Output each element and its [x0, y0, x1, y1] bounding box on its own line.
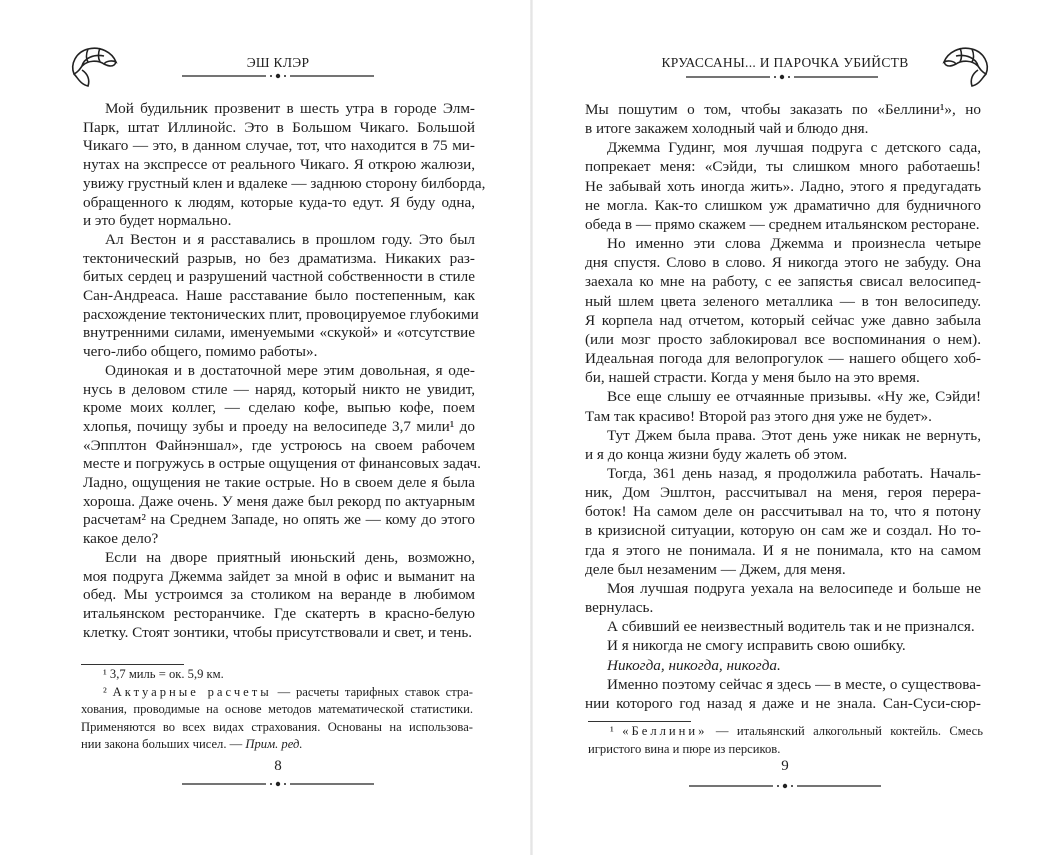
paragraph — [83, 361, 481, 549]
footnotes — [588, 723, 983, 758]
footnote-line — [81, 666, 473, 684]
text-line: и это будет нормально. — [83, 212, 232, 230]
footnote-text: — итальянский алкогольный коктейль. Смесь — [707, 724, 983, 738]
text-line: вернулась. — [585, 599, 654, 617]
text-line: Парк, штат Иллинойс. Это в Большом Чикаго. Большой — [83, 118, 475, 136]
text-line: нутах на экспрессе от реального Чикаго. Я открою жалюзи, — [83, 156, 475, 174]
text-line: Моя лучшая подруга уехала на велосипеде и больше не — [607, 579, 981, 597]
paragraph — [585, 234, 981, 387]
text-line: расчетам² на Среднем Западе, но опять же — кому до этого — [83, 511, 475, 529]
text-line: боток! На самом деле он рассчитывал на то, что я потону — [585, 503, 981, 521]
spaced-term: «Беллини» — [622, 724, 708, 738]
text-line: кроме моих коллег, — сделаю кофе, выпью кофе, поем — [83, 399, 475, 417]
text-line: Мы пошутим о том, чтобы заказать по «Беллини¹», но — [585, 101, 981, 118]
text-line: попрекает меня: «Сэйди, ты слишком много работаешь! — [585, 158, 981, 176]
text-line: Чикаго — это, в данном случае, тот, что находится в 75 ми- — [83, 137, 475, 155]
text-line: обед. Мы устроимся за столиком на веранде в любимом — [83, 586, 475, 604]
footnote-line — [588, 741, 983, 759]
text-line: месте и погружусь в острые ощущения от финансовых задач. — [83, 455, 481, 473]
text-line: итальянском ресторанчике. Где скатерть в красно-белую — [83, 604, 475, 622]
editor-note: Прим. ред. — [245, 737, 303, 751]
footnote — [588, 723, 983, 758]
footnote-text: ² — [103, 684, 113, 699]
text-line: Ал Вестон и я расставались в прошлом году. Это был — [105, 230, 475, 248]
text-line: хлопья, почищу зубы и проеду на велосипеде 3,7 мили¹ до — [83, 417, 475, 435]
text-line: Никогда, никогда, никогда. — [607, 656, 781, 674]
croissant-icon — [940, 44, 992, 88]
text-line: не могла. Как-то слишком уж драматично для будничного — [585, 196, 981, 214]
text-line: хороша. Даже очень. У меня даже был рекорд по актуарным — [83, 492, 475, 510]
footnote-text: ¹ — [610, 724, 623, 738]
page-number: 8 — [274, 758, 282, 774]
text-line: внутренними силами, именуемыми «скукой» и «отсутствие — [83, 324, 475, 342]
text-line: И я никогда не смогу исправить свою ошибку. — [607, 637, 906, 655]
footnote-line — [81, 701, 473, 719]
text-line: Не забывай хоть иногда жить». Ладно, этого я предугадать — [585, 177, 981, 195]
text-line: тектонический разрыв, но без драматизма. Никаких раз- — [83, 249, 475, 267]
text-line: Там так красиво! Второй раз этого дня уже не будет». — [585, 407, 932, 425]
footnote-line — [588, 723, 983, 741]
footnote-text: нии закона больших чисел. — — [81, 737, 246, 751]
footnote-line — [81, 684, 473, 702]
footnote-line — [81, 719, 473, 737]
running-header: ЭШ КЛЭР — [246, 55, 310, 70]
text-line: чего-либо общего, помимо работы». — [83, 343, 318, 361]
footnotes — [81, 666, 473, 754]
footnote-text: — расчеты тарифных ставок стра- — [271, 684, 473, 699]
text-line: заехала ко мне на работу, с ее запястья свисал велосипед- — [585, 273, 981, 291]
text-line: в итоге закажем холодный чай и блюдо дня. — [585, 120, 869, 138]
footnote-text: игристого вина и пюре из персиков. — [588, 741, 781, 756]
paragraph — [585, 138, 981, 234]
footer-ornament — [685, 783, 885, 789]
text-line: нусь в деловом стиле — наряд, который никто не увидит, — [83, 380, 475, 398]
footnote — [81, 684, 473, 754]
text-line: Ладно, ощущения не такие острые. Но в своем деле я была — [83, 474, 475, 492]
right-page — [532, 0, 1063, 855]
body-text — [585, 100, 981, 713]
footnote-rule — [588, 721, 691, 722]
text-line: Тут Джем была права. Этот день уже никак не вернуть, — [607, 426, 981, 444]
text-line: ный шлем цвета зеленого металлика — в тон велосипеду. — [585, 292, 981, 310]
page-number: 9 — [781, 758, 789, 774]
text-line: какое дело? — [83, 530, 159, 548]
text-line: Я корпела над отчетом, который сейчас уже давно забыла — [585, 311, 981, 329]
header-ornament — [178, 73, 378, 79]
paragraph — [585, 426, 981, 464]
footnote-text: хования, проводимые на основе методов математической статистики. — [81, 702, 473, 716]
text-line: расхождение тектонических плит, провоцируемое глубокими — [83, 305, 479, 323]
footnote-rule — [81, 664, 184, 665]
text-line: битых сердец и разрушений частной собственности в стиле — [83, 268, 475, 286]
text-line: А сбивший ее неизвестный водитель так и не признался. — [607, 618, 975, 636]
spaced-term: Актуарные расчеты — [112, 684, 272, 699]
footnote-text: ¹ 3,7 миль = ок. 5,9 км. — [103, 667, 224, 681]
text-line: увижу грустный клен и вдалеке — заднюю сторону билборда, — [83, 174, 486, 192]
text-line: Но именно эти слова Джемма и произнесла четыре — [607, 235, 981, 253]
header-ornament — [682, 74, 882, 80]
paragraph — [83, 230, 479, 362]
text-line: клетку. Стоят зонтики, чтобы присутствовали и свет, и тень. — [83, 623, 473, 641]
text-line: нии которого год назад я даже и не знала. Сан-Суси-сюр- — [585, 694, 981, 712]
footnote — [81, 666, 473, 684]
paragraph — [585, 617, 981, 636]
footnote-line — [81, 736, 473, 754]
text-line: Если на дворе приятный июньский день, возможно, — [105, 548, 475, 566]
paragraph — [585, 100, 981, 138]
text-line: и я до конца жизни буду жалеть об этом. — [585, 445, 848, 463]
text-line: Все еще слышу ее отчаянные призывы. «Ну же, Сэйди! — [607, 388, 981, 406]
text-line: Одинокая и в достаточной мере этим довольная, я оде- — [105, 361, 475, 379]
paragraph — [585, 464, 981, 579]
paragraph — [585, 579, 981, 617]
text-line: ник, Дом Эшлтон, рассчитывал на меня, героя перера- — [585, 484, 981, 502]
footnote-text: Применяются во всех видах страхования. Основаны на использова- — [81, 719, 473, 734]
text-line: в кризисной ситуации, которую он сам же и создал. Но то- — [585, 522, 981, 540]
left-page — [0, 0, 531, 855]
text-line: би, нашей страсти. Когда у меня было на это время. — [585, 369, 920, 387]
paragraph — [585, 387, 981, 425]
text-line: Идеальная погода для велопрогулок — нашего общего хоб- — [585, 350, 981, 368]
running-header: КРУАССАНЫ... И ПАРОЧКА УБИЙСТВ — [661, 55, 909, 70]
paragraph — [83, 100, 486, 231]
croissant-icon — [68, 44, 120, 88]
paragraph — [585, 656, 981, 675]
text-line: (или мозг просто заблокировал все воспоминания о нем). — [585, 330, 981, 348]
text-line: Именно поэтому сейчас я здесь — в месте, о существова- — [607, 675, 981, 693]
text-line: Мой будильник прозвенит в шесть утра в городе Элм- — [105, 100, 475, 117]
text-line: обеда в — прямо скажем — среднем итальянском ресторане. — [585, 215, 980, 233]
footer-ornament — [178, 781, 378, 787]
text-line: «Эпплтон Файнэншал», где устроюсь на своем рабочем — [83, 436, 475, 454]
text-line: обращенного к людям, которые куда-то едут. Я буду одна, — [83, 193, 475, 211]
text-line: деле был незаменим — Джем, для меня. — [585, 560, 846, 578]
paragraph — [83, 549, 475, 643]
text-line: дня спустя. Слово в слово. Я никогда этого не забуду. Она — [585, 254, 981, 272]
text-line: Сан-Андреаса. Наше расставание было постепенным, как — [83, 287, 475, 305]
paragraph — [585, 675, 981, 713]
text-line: моя подруга Джемма зайдет за мной в офис и выманит на — [83, 567, 475, 585]
paragraph — [585, 636, 981, 655]
body-text — [83, 100, 486, 642]
text-line: гда я этого не понимала. И я не понимала, кто на самом — [585, 541, 981, 559]
text-line: Джемма Гудинг, моя лучшая подруга с детского сада, — [607, 139, 981, 157]
text-line: Тогда, 361 день назад, я продолжила работать. Началь- — [607, 464, 981, 482]
